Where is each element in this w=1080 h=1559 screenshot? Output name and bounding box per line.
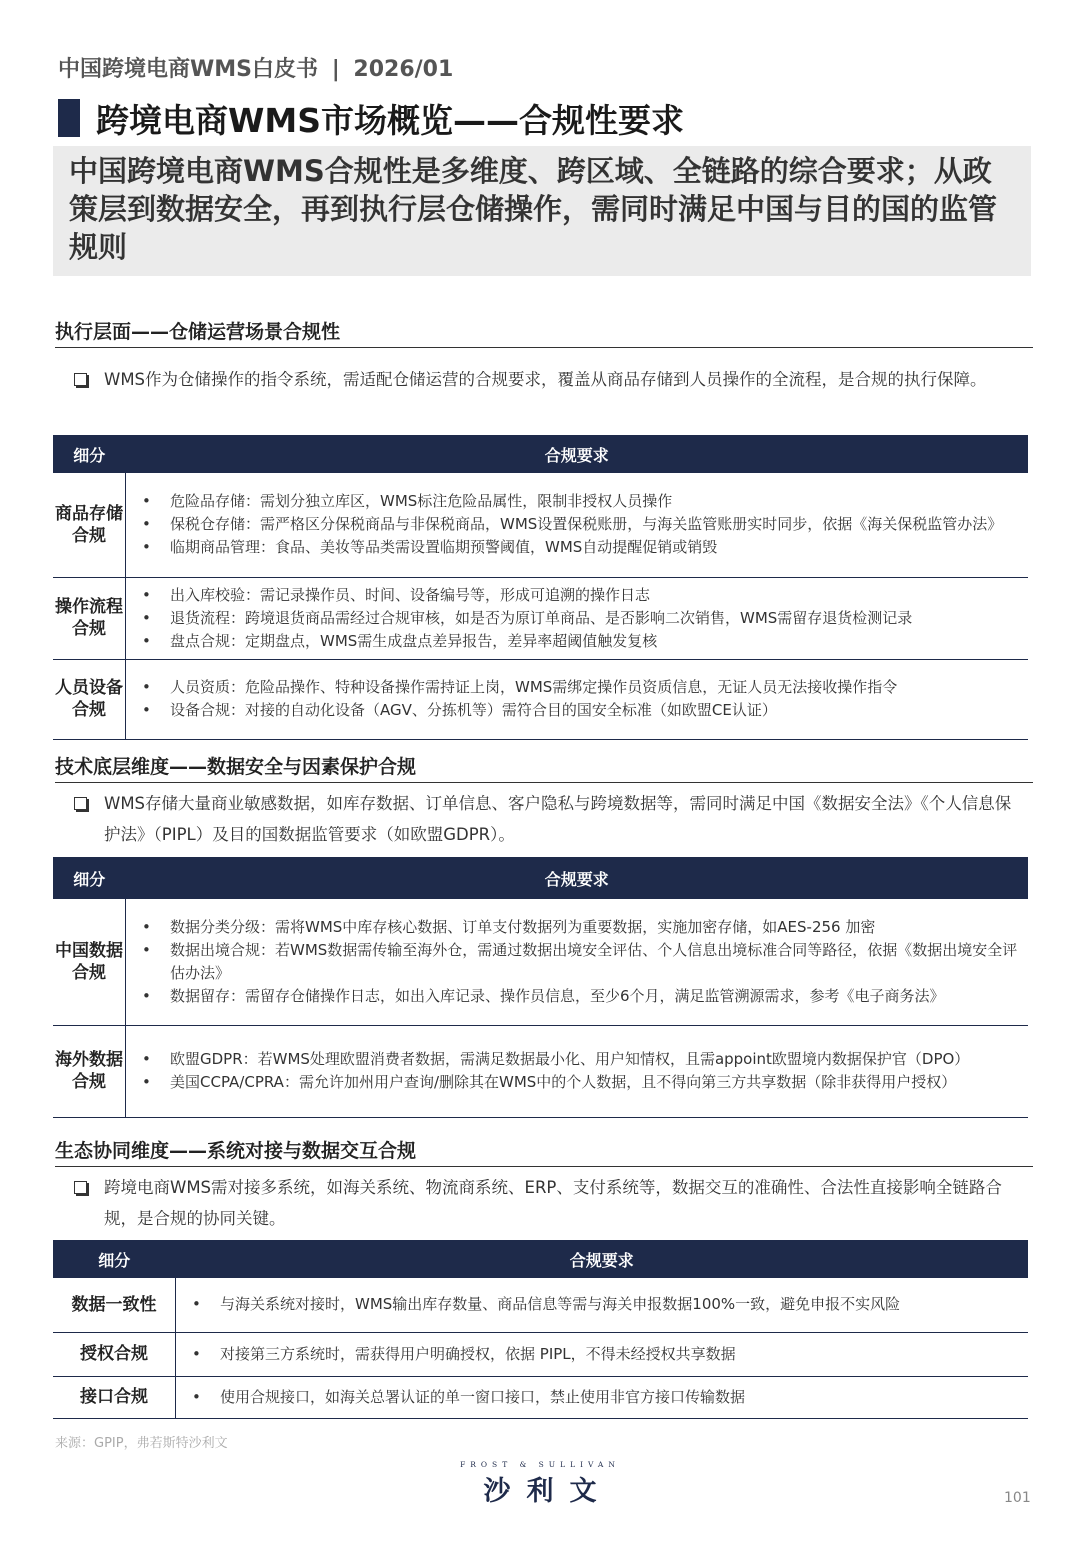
row-category: 海外数据合规 — [53, 1025, 126, 1117]
col-header-category: 细分 — [53, 435, 126, 473]
table-data-security — [53, 857, 1028, 1118]
row-category: 商品存储合规 — [53, 473, 126, 577]
page-title-wrap — [58, 97, 684, 139]
list-item: • 数据留存：需留存仓储操作日志，如出入库记录、操作员信息，至少6个月，满足监管溯源需求，参考《电子商务法》 — [140, 985, 1018, 1008]
list-item: • 盘点合规：定期盘点，WMS需生成盘点差异报告，差异率超阈值触发复核 — [140, 630, 1018, 653]
list-item: • 数据分类分级：需将WMS中库存核心数据、订单支付数据列为重要数据，实施加密存储，如AES-256 加密 — [140, 916, 1018, 939]
table-header-row — [53, 1240, 1028, 1278]
table-row — [53, 473, 1028, 577]
table-row — [53, 577, 1028, 659]
row-requirements — [176, 1376, 1029, 1418]
doc-title: 中国跨境电商WMS白皮书 — [58, 57, 319, 82]
doc-date: 2026/01 — [353, 57, 454, 82]
title-accent-bar — [58, 99, 80, 137]
table-header-row — [53, 857, 1028, 899]
table-row — [53, 1376, 1028, 1418]
list-item: • 美国CCPA/CPRA：需允许加州用户查询/删除其在WMS中的个人数据，且不得向第三方共享数据（除非获得用户授权） — [140, 1071, 1018, 1094]
row-category: 中国数据合规 — [53, 899, 126, 1025]
source-note: 来源：GPIP，弗若斯特沙利文 — [55, 1436, 228, 1451]
section-title-data-security: 技术底层维度——数据安全与因素保护合规 — [55, 752, 1033, 783]
section-intro-execution — [74, 364, 1024, 395]
list-item: • 设备合规：对接的自动化设备（AGV、分拣机等）需符合目的国安全标准（如欧盟CE认证） — [140, 699, 1018, 722]
col-header-requirement: 合规要求 — [126, 857, 1029, 899]
checkbox-bullet-icon — [74, 797, 87, 810]
list-item: • 退货流程：跨境退货商品需经过合规审核，如是否为原订单商品、是否影响二次销售，WMS需留存退货检测记录 — [140, 607, 1018, 630]
table-header-row — [53, 435, 1028, 473]
section-title-execution: 执行层面——仓储运营场景合规性 — [55, 317, 1033, 348]
row-category: 操作流程合规 — [53, 577, 126, 659]
table-row — [53, 1025, 1028, 1117]
list-item: • 危险品存储：需划分独立库区，WMS标注危险品属性，限制非授权人员操作 — [140, 490, 1018, 513]
checkbox-bullet-icon — [74, 1181, 87, 1194]
logo-english: FROST & SULLIVAN — [460, 1460, 620, 1469]
logo-chinese: 沙利文 — [483, 1476, 613, 1507]
col-header-category: 细分 — [53, 857, 126, 899]
col-header-category: 细分 — [53, 1240, 176, 1278]
list-item: • 临期商品管理：食品、美妆等品类需设置临期预警阈值，WMS自动提醒促销或销毁 — [140, 536, 1018, 559]
section-intro-ecosystem — [74, 1172, 1024, 1234]
row-category: 授权合规 — [53, 1332, 176, 1376]
row-category: 数据一致性 — [53, 1278, 176, 1332]
row-requirements — [176, 1332, 1029, 1376]
header-separator: | — [331, 57, 340, 82]
frost-sullivan-logo — [460, 1460, 620, 1508]
row-category: 接口合规 — [53, 1376, 176, 1418]
intro-text: WMS作为仓储操作的指令系统，需适配仓储运营的合规要求，覆盖从商品存储到人员操作的全流程，是合规的执行保障。 — [104, 370, 987, 389]
list-item: • 与海关系统对接时，WMS输出库存数量、商品信息等需与海关申报数据100%一致，避免申报不实风险 — [190, 1293, 1018, 1316]
row-requirements — [126, 1025, 1029, 1117]
intro-text: 跨境电商WMS需对接多系统，如海关系统、物流商系统、ERP、支付系统等，数据交互的准确性、合法性直接影响全链路合规，是合规的协同关键。 — [104, 1178, 1002, 1228]
page-number: 101 — [1004, 1490, 1031, 1506]
row-category: 人员设备合规 — [53, 659, 126, 739]
doc-header — [58, 52, 453, 83]
page-title: 跨境电商WMS市场概览——合规性要求 — [96, 100, 685, 140]
list-item: • 使用合规接口，如海关总署认证的单一窗口接口，禁止使用非官方接口传输数据 — [190, 1386, 1018, 1409]
intro-text: WMS存储大量商业敏感数据，如库存数据、订单信息、客户隐私与跨境数据等，需同时满足中国《数据安全法》《个人信息保护法》（PIPL）及目的国数据监管要求（如欧盟GDPR）。 — [104, 794, 1012, 844]
row-requirements — [126, 577, 1029, 659]
table-row — [53, 899, 1028, 1025]
col-header-requirement: 合规要求 — [176, 1240, 1029, 1278]
list-item: • 人员资质：危险品操作、特种设备操作需持证上岗，WMS需绑定操作员资质信息，无证人员无法接收操作指令 — [140, 676, 1018, 699]
checkbox-bullet-icon — [74, 373, 87, 386]
section-intro-data-security — [74, 788, 1024, 850]
row-requirements — [176, 1278, 1029, 1332]
table-row — [53, 1332, 1028, 1376]
section-title-ecosystem: 生态协同维度——系统对接与数据交互合规 — [55, 1136, 1033, 1167]
list-item: • 保税仓存储：需严格区分保税商品与非保税商品，WMS设置保税账册，与海关监管账册实时同步，依据《海关保税监管办法》 — [140, 513, 1018, 536]
row-requirements — [126, 659, 1029, 739]
col-header-requirement: 合规要求 — [126, 435, 1029, 473]
list-item: • 欧盟GDPR：若WMS处理欧盟消费者数据，需满足数据最小化、用户知情权，且需appoint欧盟境内数据保护官（DPO） — [140, 1048, 1018, 1071]
table-execution — [53, 435, 1028, 740]
row-requirements — [126, 899, 1029, 1025]
table-row — [53, 1278, 1028, 1332]
list-item: • 对接第三方系统时，需获得用户明确授权，依据 PIPL，不得未经授权共享数据 — [190, 1343, 1018, 1366]
table-ecosystem — [53, 1240, 1028, 1419]
summary-box: 中国跨境电商WMS合规性是多维度、跨区域、全链路的综合要求；从政策层到数据安全，再到执行层仓储操作，需同时满足中国与目的国的监管规则 — [53, 146, 1031, 276]
list-item: • 出入库校验：需记录操作员、时间、设备编号等，形成可追溯的操作日志 — [140, 584, 1018, 607]
row-requirements — [126, 473, 1029, 577]
table-row — [53, 659, 1028, 739]
list-item: • 数据出境合规：若WMS数据需传输至海外仓，需通过数据出境安全评估、个人信息出境标准合同等路径，依据《数据出境安全评估办法》 — [140, 939, 1018, 985]
